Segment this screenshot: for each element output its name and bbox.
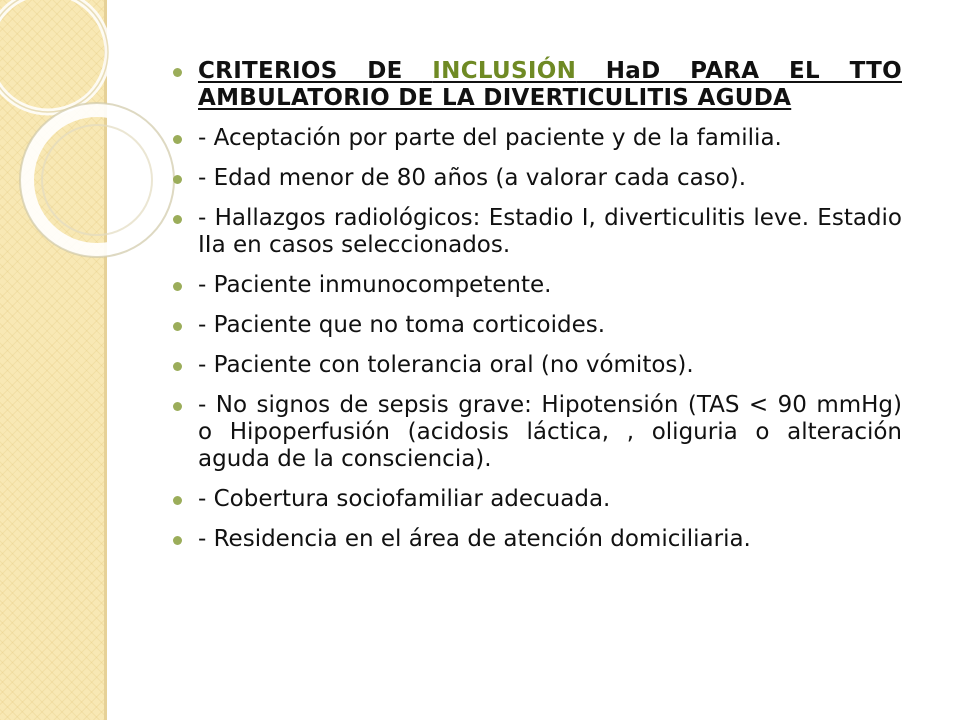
bullet-icon [173,496,182,505]
list-item [162,272,902,299]
criterion-text: - Aceptación por parte del paciente y de la familia. [198,125,782,151]
bullet-icon [173,215,182,224]
list-item [162,352,902,379]
criterion-text: - Paciente que no toma corticoides. [198,312,606,338]
heading-prefix: CRITERIOS DE [198,58,433,84]
criterion-text: - Hallazgos radiológicos: Estadio I, diverticulitis leve. Estadio IIa en casos seleccionados. [198,205,902,258]
bullet-icon [173,362,182,371]
list-item [162,165,902,192]
criterion-text: - Edad menor de 80 años (a valorar cada caso). [198,165,747,191]
deco-circle-medium [27,110,167,250]
heading-item [162,58,902,112]
bullet-icon [173,282,182,291]
bullet-icon [173,402,182,411]
bullet-icon [173,536,182,545]
list-item [162,205,902,259]
deco-circle-large [0,0,108,112]
bullet-icon [173,135,182,144]
list-item [162,125,902,152]
content-area [162,58,902,566]
criterion-text: - No signos de sepsis grave: Hipotensión (TAS < 90 mmHg) o Hipoperfusión (acidosis láctica, , oliguria o alteración aguda de la consciencia). [198,392,902,472]
list-item [162,312,902,339]
bullet-icon [173,68,182,77]
heading-highlight: INCLUSIÓN [432,58,577,84]
criterion-text: - Paciente inmunocompetente. [198,272,552,298]
criterion-text: - Cobertura sociofamiliar adecuada. [198,486,611,512]
list-item [162,486,902,513]
deco-circle-small [42,125,152,235]
list-item [162,526,902,553]
criterion-text: - Paciente con tolerancia oral (no vómitos). [198,352,694,378]
heading-suffix: HaD PARA EL TTO AMBULATORIO DE LA DIVERTICULITIS AGUDA [198,58,902,111]
deco-circle-medium-shade [20,103,174,257]
criteria-list [162,58,902,553]
bullet-icon [173,322,182,331]
slide-heading [198,58,902,111]
list-item [162,392,902,473]
criterion-text: - Residencia en el área de atención domiciliaria. [198,526,751,552]
bullet-icon [173,175,182,184]
